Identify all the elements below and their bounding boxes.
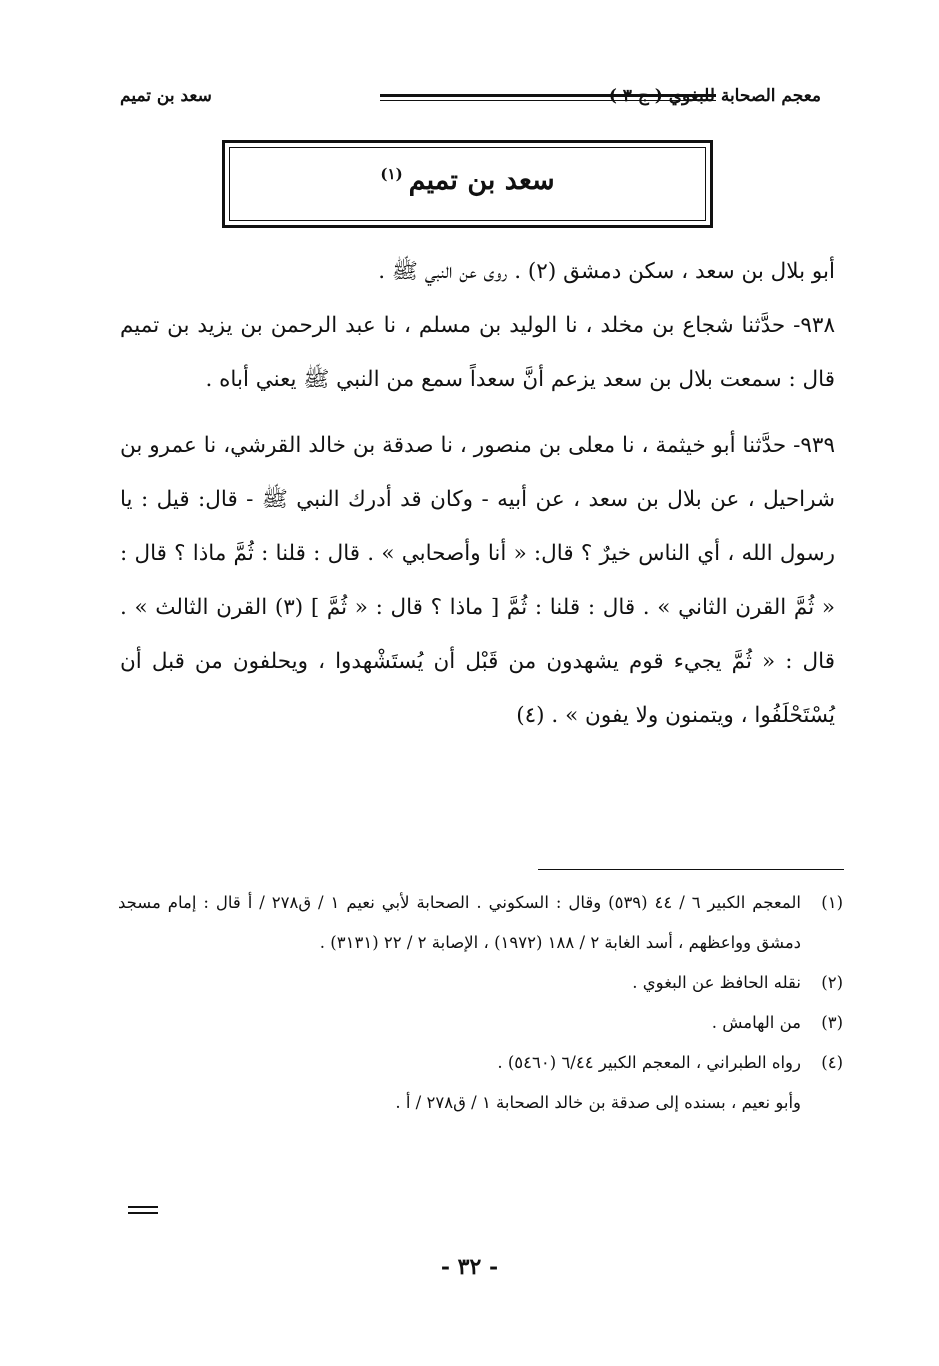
main-text — [120, 245, 835, 743]
footnote-2 — [118, 963, 843, 1003]
footnote-number: (٢) — [821, 973, 843, 992]
entry-title — [225, 165, 710, 196]
page-number: - ٣٢ - — [440, 1254, 499, 1280]
book-title: معجم الصحابة للبغوي ( ج ٣ ) — [608, 86, 821, 106]
footnotes — [118, 883, 843, 1123]
footnote-text: من الهامش . — [711, 1013, 801, 1032]
footnote-text: رواه الطبراني ، المعجم الكبير ٦/٤٤ (٥٤٦٠) . — [497, 1053, 801, 1072]
hadith-938: ٩٣٨- حدَّثنا شجاع بن مخلد ، نا الوليد بن مسلم ، نا عبد الرحمن بن يزيد بن تميم قال : سمعت بلال بن سعد يزعم أنَّ سعداً سمع من النبي ﷺ يعني أباه . — [120, 313, 835, 392]
footnote-4-continuation: وأبو نعيم ، بسنده إلى صدقة بن خالد الصحابة ١ / ق٢٧٨ / أ . — [395, 1093, 801, 1112]
entry-title-footnote-ref: (١) — [380, 165, 403, 183]
footnote-1 — [118, 883, 843, 963]
hadith-939: ٩٣٩- حدَّثنا أبو خيثمة ، نا معلى بن منصور ، نا صدقة بن خالد القرشي، نا عمرو بن شراحيل ، عن بلال بن سعد ، عن أبيه - وكان قد أدرك النبي ﷺ - قال: قيل : يا رسول الله ، أي الناس خيرٌ ؟ قال: « أنا وأصحابي » . قال : قلنا : ثُمَّ ماذا ؟ قال : « ثُمَّ القرن الثاني » . قال : قلنا : ثُمَّ [ ماذا ؟ قال : « ثُمَّ ] (٣) القرن الثالث » . قال : « ثُمَّ يجيء قوم يشهدون من قَبْل أن يُستَشْهدوا ، ويحلفون من قبل أن يُسْتَحْلَفُوا ، ويتمنون ولا يفون » . (٤) — [120, 433, 835, 728]
footnote-rule — [538, 869, 844, 870]
footnote-3 — [118, 1003, 843, 1043]
footnote-number: (٣) — [821, 1013, 843, 1032]
footnote-number: (١) — [821, 893, 843, 912]
intro-paragraph: أبو بلال بن سعد ، سكن دمشق (٢) . روى عن النبي ﷺ . — [378, 259, 835, 284]
footnote-number: (٤) — [821, 1053, 843, 1072]
running-header — [120, 80, 821, 120]
footnote-text: نقله الحافظ عن البغوي . — [632, 973, 801, 992]
header-rule — [380, 94, 716, 101]
entry-title-box — [222, 140, 713, 228]
entry-title-text: سعد بن تميم — [408, 165, 555, 196]
footnote-4 — [118, 1043, 843, 1083]
footnote-text: المعجم الكبير ٦ / ٤٤ (٥٣٩) وقال : السكوني . الصحابة لأبي نعيم ١ / ق٢٧٨ / أ قال : إمام مسجد دمشق وواعظهم ، أسد الغابة ٢ / ١٨٨ (١٩٧٢) ، الإصابة ٢ / ٢٢ (٣١٣١) . — [118, 893, 801, 952]
end-marker — [128, 1206, 158, 1214]
entry-name: سعد بن تميم — [120, 86, 212, 106]
